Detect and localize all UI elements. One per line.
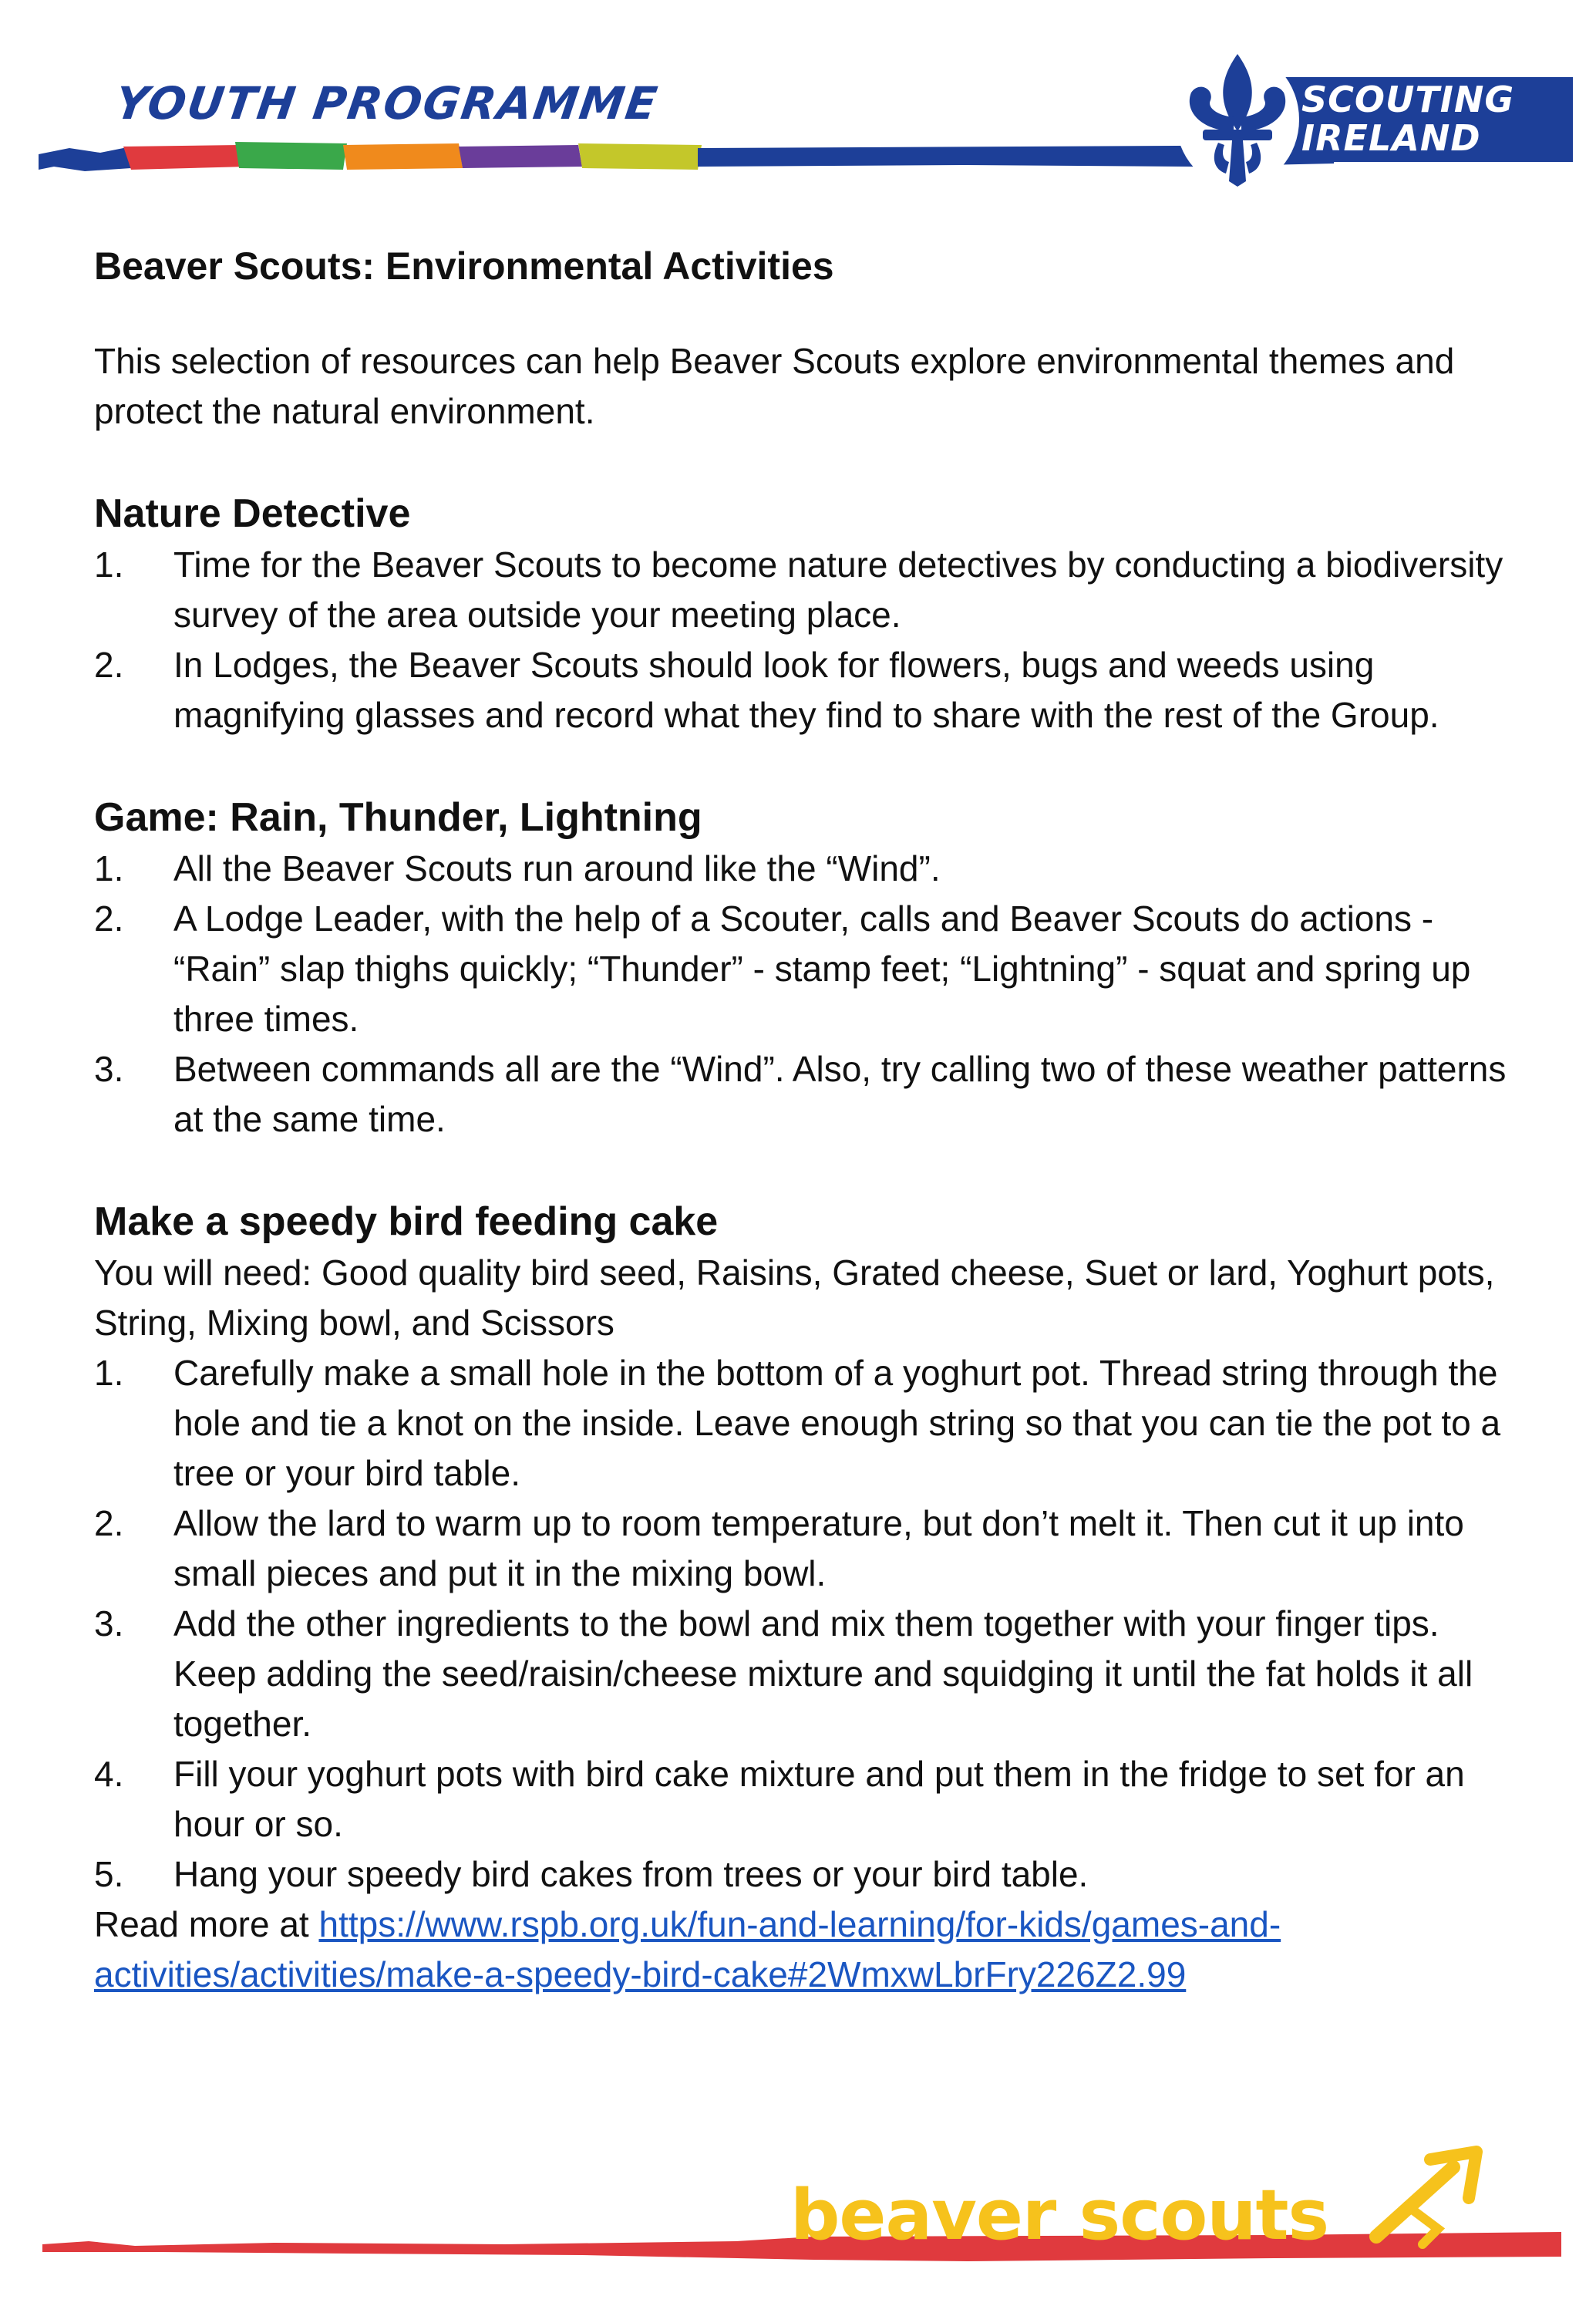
list-item-text: Allow the lard to warm up to room temperature, but don’t melt it. Then cut it up into small pieces and put it in the mixing bowl. (173, 1503, 1464, 1593)
list-item (94, 1599, 1513, 1749)
section-bird-feeding-cake (94, 1195, 1513, 2000)
rspb-link[interactable]: https://www.rspb.org.uk/fun-and-learning/for-kids/games-and-activities/activities/make-a-speedy-bird-cake#2WmxwLbrFry226Z2.99 (94, 1904, 1281, 1994)
list-number: 1. (94, 544, 124, 585)
read-more (94, 1900, 1513, 2000)
section-nature-detective (94, 487, 1513, 740)
list-item (94, 1348, 1513, 1499)
scouting-ireland-logo (1172, 46, 1573, 189)
materials-needed: You will need: Good quality bird seed, Raisins, Grated cheese, Suet or lard, Yoghurt pots, String, Mixing bowl, and Scissors (94, 1252, 1495, 1343)
list-number: 2. (94, 1503, 124, 1543)
list-item-text: Time for the Beaver Scouts to become nature detectives by conducting a biodiversity survey of the area outside your meeting place. (173, 544, 1503, 635)
list-item-text: In Lodges, the Beaver Scouts should look for flowers, bugs and weeds using magnifying glasses and record what they find to share with the rest of the Group. (173, 645, 1439, 735)
list-item (94, 540, 1513, 640)
list-item-text: All the Beaver Scouts run around like the “Wind”. (173, 848, 941, 888)
section-heading: Game: Rain, Thunder, Lightning (94, 795, 702, 840)
list-number: 3. (94, 1603, 124, 1644)
list-item (94, 844, 1513, 894)
list-number: 4. (94, 1754, 124, 1794)
list-number: 1. (94, 848, 124, 888)
fleur-de-lis-icon (1172, 46, 1303, 189)
page-header (0, 0, 1596, 201)
list-item-text: Between commands all are the “Wind”. Also, try calling two of these weather patterns at the same time. (173, 1049, 1507, 1139)
logo-line-2: IRELAND (1301, 117, 1481, 159)
youth-programme-title: YOUTH PROGRAMME (112, 77, 662, 130)
document-title: Beaver Scouts: Environmental Activities (94, 244, 834, 288)
list-number: 2. (94, 645, 124, 685)
page-footer (0, 2129, 1596, 2306)
numbered-list (94, 844, 1513, 1145)
numbered-list (94, 1348, 1513, 1900)
list-item (94, 640, 1513, 740)
list-item (94, 1749, 1513, 1849)
list-number: 3. (94, 1049, 124, 1089)
beaver-arrow-icon (1361, 2144, 1500, 2252)
beaver-scouts-wordmark: beaver scouts (790, 2175, 1329, 2256)
section-rain-thunder-lightning (94, 791, 1513, 1145)
list-item-text: Hang your speedy bird cakes from trees or your bird table. (173, 1854, 1089, 1894)
list-number: 1. (94, 1353, 124, 1393)
read-more-prefix: Read more at (94, 1904, 319, 1944)
list-item-text: Fill your yoghurt pots with bird cake mixture and put them in the fridge to set for an hour or so. (173, 1754, 1465, 1844)
list-item (94, 1849, 1513, 1900)
list-item-text: Add the other ingredients to the bowl and mix them together with your finger tips. Keep adding the seed/raisin/cheese mixture and squidging it until the fat holds it all together. (173, 1603, 1473, 1744)
section-heading: Nature Detective (94, 491, 411, 536)
list-number: 5. (94, 1854, 124, 1894)
list-number: 2. (94, 898, 124, 939)
document-body (94, 239, 1513, 2051)
list-item (94, 1044, 1513, 1145)
list-item-text: Carefully make a small hole in the bottom of a yoghurt pot. Thread string through the hole and tie a knot on the inside. Leave enough string so that you can tie the pot to a tree or your bird table. (173, 1353, 1501, 1493)
numbered-list (94, 540, 1513, 740)
logo-text (1301, 80, 1514, 157)
list-item (94, 1499, 1513, 1599)
list-item (94, 894, 1513, 1044)
header-color-stripe (39, 137, 1334, 176)
intro-paragraph: This selection of resources can help Beaver Scouts explore environmental themes and protect the natural environment. (94, 341, 1455, 431)
list-item-text: A Lodge Leader, with the help of a Scouter, calls and Beaver Scouts do actions - “Rain” slap thighs quickly; “Thunder” - stamp feet; “Lightning” - squat and spring up three times. (173, 898, 1471, 1039)
logo-line-1: SCOUTING (1301, 79, 1515, 120)
section-heading: Make a speedy bird feeding cake (94, 1199, 719, 1244)
